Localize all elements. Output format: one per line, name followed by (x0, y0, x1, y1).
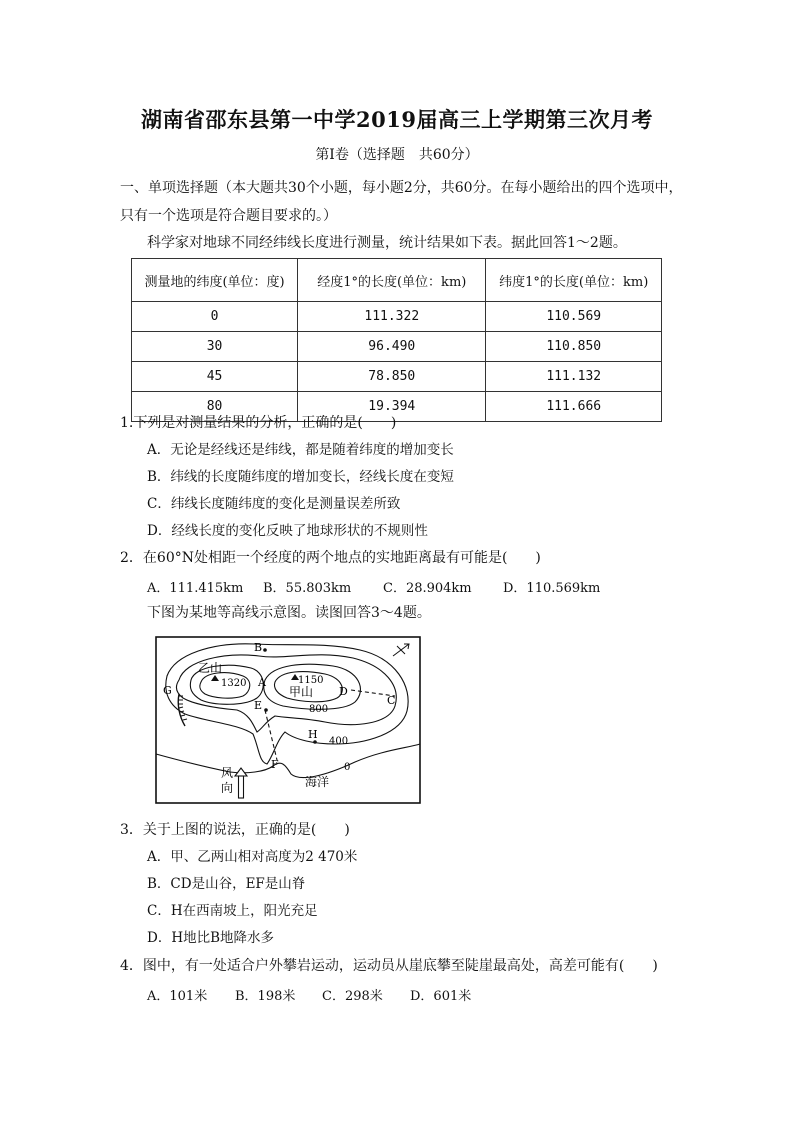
table-cell: 19.394 (298, 392, 486, 422)
question-1-option-b: B．纬线的长度随纬度的增加变长，经线长度在变短 (147, 469, 454, 485)
measurement-table (131, 258, 662, 422)
label-wind-2: 向 (221, 781, 234, 795)
point-b-icon (263, 648, 267, 652)
table-cell: 111.132 (486, 362, 662, 392)
question-3-stem: 3．关于上图的说法，正确的是( ) (120, 822, 350, 838)
table-cell: 80 (132, 392, 298, 422)
point-e-icon (264, 708, 268, 712)
question-4-option-a: A．101米 (147, 989, 208, 1004)
label-g: G (163, 684, 172, 697)
table-cell: 110.569 (486, 302, 662, 332)
question-3-option-a: A．甲、乙两山相对高度为2 470米 (147, 849, 358, 865)
question-4-option-b: B．198米 (235, 989, 296, 1004)
label-elev-1320: 1320 (221, 678, 247, 689)
question-3-option-b: B．CD是山谷，EF是山脊 (147, 876, 306, 892)
question-1-option-c: C．纬线长度随纬度的变化是测量误差所致 (147, 496, 401, 512)
question-2-option-d: D．110.569km (503, 581, 601, 596)
label-contour-800: 800 (309, 704, 329, 715)
question-4-stem: 4．图中，有一处适合户外攀岩运动，运动员从崖底攀至陡崖最高处，高差可能有( ) (120, 958, 658, 974)
label-e: E (254, 699, 263, 712)
question-2-option-b: B．55.803km (263, 581, 352, 596)
question-2-stem: 2．在60°N处相距一个经度的两个地点的实地距离最有可能是( ) (120, 550, 541, 566)
question-2-option-a: A．111.415km (147, 581, 244, 596)
question-1-stem: 1.下列是对测量结果的分析，正确的是( ) (120, 415, 397, 431)
table-header-row (132, 259, 662, 302)
table-cell: 111.322 (298, 302, 486, 332)
label-jiashan: 甲山 (289, 685, 314, 699)
label-c: C (387, 694, 396, 707)
table-header-cell: 纬度1°的长度(单位：km) (486, 259, 662, 302)
table-cell: 0 (132, 302, 298, 332)
map-intro: 下图为某地等高线示意图。读图回答3～4题。 (147, 605, 431, 621)
table-cell: 96.490 (298, 332, 486, 362)
contour-map (155, 636, 421, 804)
question-4-option-c: C．298米 (322, 989, 383, 1004)
question-1-option-a: A．无论是经线还是纬线，都是随着纬度的增加变长 (147, 442, 454, 458)
label-b: B (254, 641, 263, 654)
label-wind-1: 风 (221, 766, 234, 780)
section-instructions-line1: 一、单项选择题（本大题共30个小题，每小题2分，共60分。在每小题给出的四个选项中， (120, 180, 683, 196)
question-3-option-d: D．H地比B地降水多 (147, 930, 275, 946)
table-cell: 78.850 (298, 362, 486, 392)
exam-title: 湖南省邵东县第一中学2019届高三上学期第三次月考 (141, 107, 653, 132)
label-contour-400: 400 (329, 736, 349, 747)
question-4-option-d: D．601米 (410, 989, 472, 1004)
label-d: D (339, 685, 348, 698)
label-yishan: 乙山 (198, 661, 223, 675)
table-header-cell: 测量地的纬度(单位：度) (132, 259, 298, 302)
label-h: H (308, 728, 318, 741)
table-row (132, 302, 662, 332)
label-elev-1150: 1150 (298, 675, 324, 686)
label-a: A (258, 676, 266, 689)
section-instructions-line2: 只有一个选项是符合题目要求的。） (120, 208, 337, 224)
table-header-cell: 经度1°的长度(单位：km) (298, 259, 486, 302)
table-intro: 科学家对地球不同经纬线长度进行测量，统计结果如下表。据此回答1～2题。 (147, 235, 627, 251)
question-3-option-c: C．H在西南坡上，阳光充足 (147, 903, 318, 919)
section-subtitle: 第Ⅰ卷（选择题 共60分） (315, 147, 479, 163)
question-1-option-d: D．经线长度的变化反映了地球形状的不规则性 (147, 523, 428, 539)
label-contour-0: 0 (344, 762, 351, 773)
question-2-option-c: C．28.904km (383, 581, 472, 596)
table-cell: 45 (132, 362, 298, 392)
table-cell: 111.666 (486, 392, 662, 422)
table-row (132, 362, 662, 392)
table-cell: 110.850 (486, 332, 662, 362)
table-cell: 30 (132, 332, 298, 362)
label-f: F (271, 758, 279, 771)
label-ocean: 海洋 (305, 775, 330, 789)
table-row (132, 332, 662, 362)
